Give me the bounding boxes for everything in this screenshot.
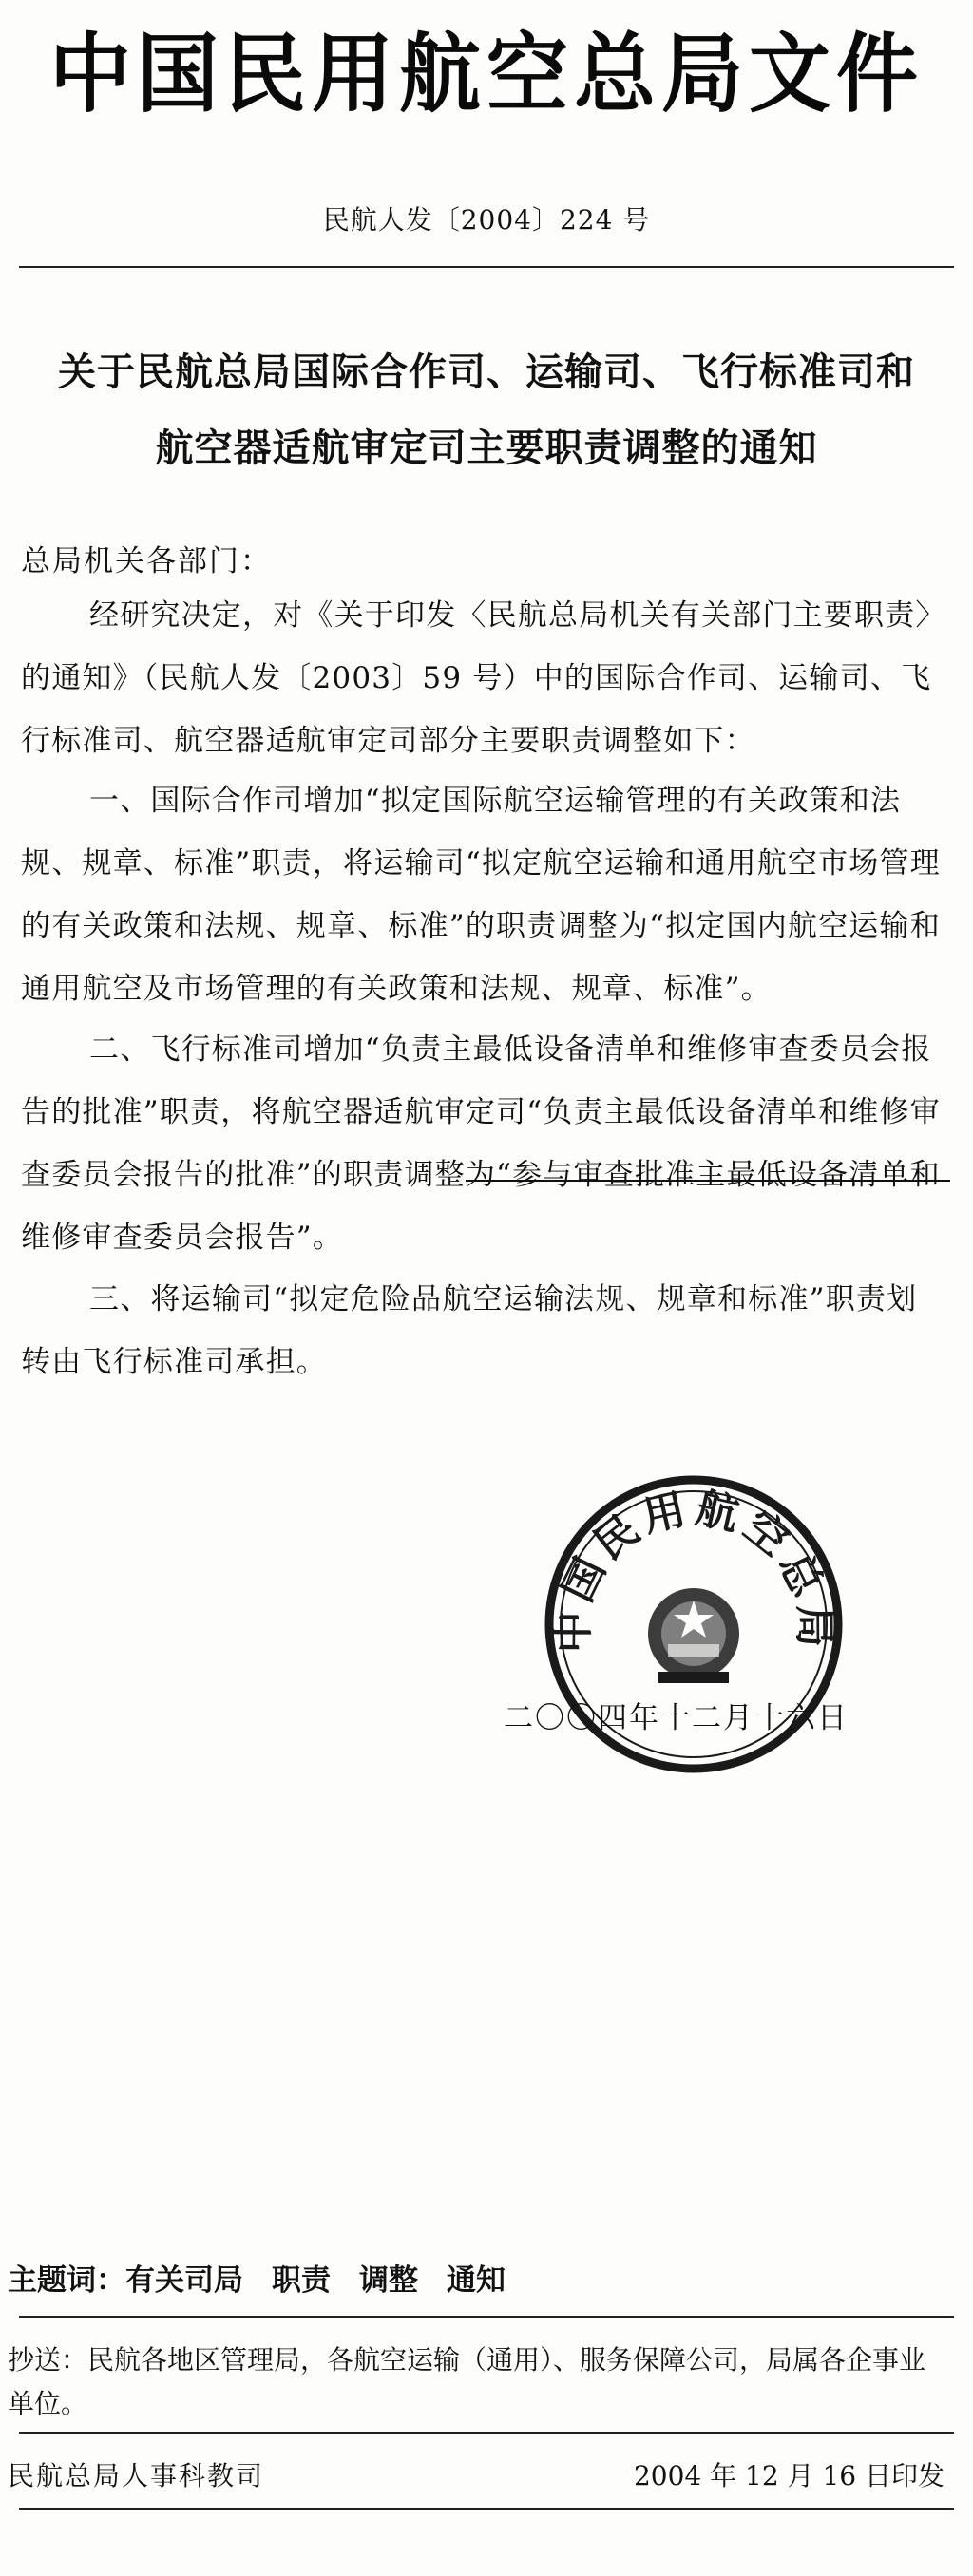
masthead-title: 中国民用航空总局文件 <box>49 24 924 124</box>
notice-title-line-2: 航空器适航审定司主要职责调整的通知 <box>155 426 818 470</box>
print-date: 2004 年 12 月 16 日印发 <box>633 2460 944 2491</box>
body-paragraph-item-2: 二、飞行标准司增加“负责主最低设备清单和维修审查委员会报告的批准”职责，将航空器适航审定司“负责主最低设备清单和维修审查委员会报告的批准”的职责调整为“参与审查批准主最低设备清单和维修审查委员会报告”。 <box>21 1032 941 1255</box>
carbon-copy-list: 抄送：民航各地区管理局，各航空运输（通用）、服务保障公司，局属各企事业单位。 <box>8 2344 926 2419</box>
body-paragraph-intro: 经研究决定，对《关于印发〈民航总局机关有关部门主要职责〉的通知》（民航人发〔2003〕59 号）中的国际合作司、运输司、飞行标准司、航空器适航审定司部分主要职责调整如下： <box>21 598 946 758</box>
handwritten-underline <box>466 1180 950 1182</box>
keywords-label: 主题词： <box>8 2263 125 2298</box>
keyword: 通知 <box>447 2263 506 2298</box>
notice-title-line-1: 关于民航总局国际合作司、运输司、飞行标准司和 <box>58 350 915 394</box>
signature-date: 二〇〇四年十二月十六日 <box>504 1701 849 1735</box>
salutation: 总局机关各部门： <box>21 544 272 578</box>
footer-divider-3 <box>19 2508 954 2510</box>
body-paragraph-item-3: 三、将运输司“拟定危险品航空运输法规、规章和标准”职责划转由飞行标准司承担。 <box>21 1282 918 1379</box>
keywords-line <box>8 2256 534 2299</box>
footer-divider-2 <box>19 2432 954 2434</box>
seal-text: 中国民用航空总局 <box>548 1484 839 1654</box>
national-emblem-icon <box>648 1588 739 1683</box>
keyword: 调整 <box>359 2263 418 2298</box>
keyword: 有关司局 <box>125 2263 243 2298</box>
keyword: 职责 <box>272 2263 331 2298</box>
body-paragraph-item-1: 一、国际合作司增加“拟定国际航空运输管理的有关政策和法规、规章、标准”职责，将运输司“拟定航空运输和通用航空市场管理的有关政策和法规、规章、标准”的职责调整为“拟定国内航空运输和通用航空及市场管理的有关政策和法规、规章、标准”。 <box>21 784 941 1006</box>
footer-divider-1 <box>19 2316 954 2318</box>
header-divider <box>19 266 954 268</box>
document-number: 民航人发〔2004〕224 号 <box>322 204 651 236</box>
issuing-office: 民航总局人事科教司 <box>8 2460 265 2491</box>
